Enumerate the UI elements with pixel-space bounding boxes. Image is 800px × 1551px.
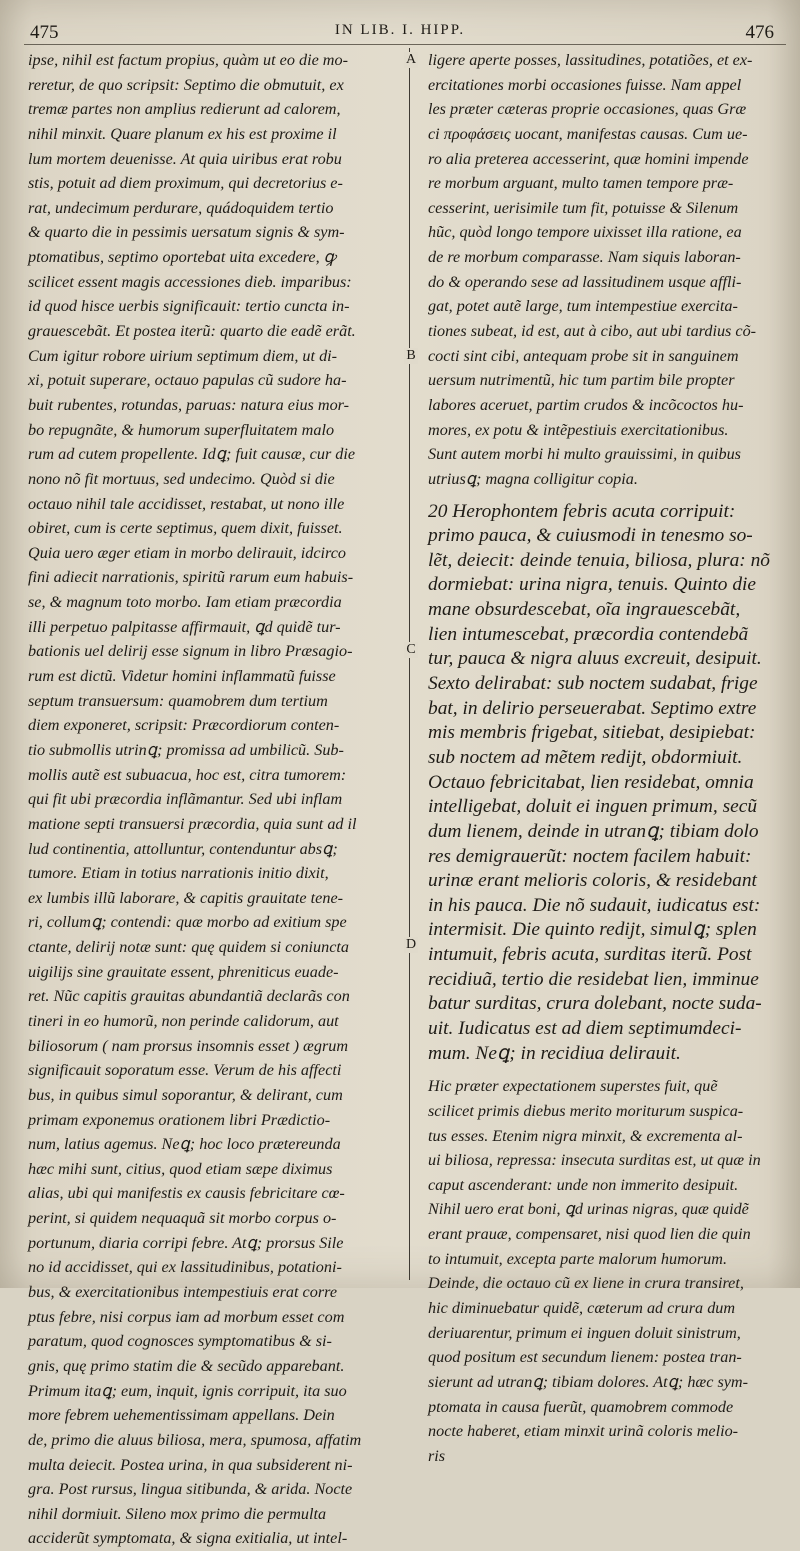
text-line: tiones subeat, id est, aut à cibo, aut ubi tardius cõ- [428,322,757,341]
text-line: to intumuit, excepta parte malorum humorum. [428,1249,727,1268]
margin-marker-b: B [404,348,418,364]
text-line: labores aceruet, partim crudos & incõcoctos hu- [428,395,744,414]
text-line: Primum itaꝗ; eum, inquit, ignis corripuit, ita suo [28,1381,347,1400]
page-number-right: 476 [745,22,774,43]
text-line: reretur, de quo scripsit: Septimo die obmutuit, ex [28,75,344,94]
text-line: acciderũt symptomata, & signa exitialia, ut intel- [28,1529,348,1548]
text-line: ui biliosa, repressa: insecuta surditas est, ut quæ in [428,1151,761,1170]
text-line: tur, pauca & nigra aluus excreuit, desipuit. [428,648,762,670]
text-line: bo repugnãte, & humorum superfluitatem malo [28,420,335,439]
text-line: rum ad cutem propellente. Idꝗ; fuit causæ, cur die [28,445,356,464]
text-line: mum. Neꝗ; in recidiua delirauit. [428,1042,681,1064]
text-line: tremæ partes non amplius redierunt ad calorem, [28,100,341,119]
text-line: ci προφάσεις uocant, manifestas causas. Cum ue- [428,124,748,143]
margin-marker-c: C [404,642,418,658]
text-line: fini adiecit narrationis, spiritũ rarum eum habuis- [28,568,354,587]
left-column [28,48,400,1551]
text-line: portunum, diaria corripi febre. Atꝗ; prorsus Sile [28,1233,344,1252]
margin-marker-d: D [405,937,417,952]
text-line: mollis autẽ est subuacua, hoc est, citra tumorem: [28,765,347,784]
text-line: septum transuersum: quamobrem dum tertium [28,691,328,710]
text-line: de, primo die aluus biliosa, mera, spumosa, affatim [28,1430,362,1449]
text-line: 20 Herophontem febris acuta corripuit: [428,500,736,522]
text-line: qui fit ubi præcordia inflãmantur. Sed ubi inflam [28,790,343,809]
text-line: diem exponeret, scripsit: Præcordiorum conten- [28,716,340,735]
text-line: re morbum arguant, multo tamen tempore præ- [428,174,734,193]
text-line: more febrem uehementissimam appellans. Dein [28,1406,335,1425]
text-line: de re morbum comparasse. Nam siquis laboran- [428,248,741,267]
text-line: ret. Nũc capitis grauitas abundantiã declarãs con [28,987,350,1006]
text-line: Sunt autem morbi hi multo grauissimi, in quibus [428,445,741,464]
text-line: quod positum est secundum lienem: postea tran- [428,1348,742,1367]
text-line: nocte haberet, etiam minxit urinã coloris melio- [428,1422,739,1441]
text-line: tumore. Etiam in totius narrationis initio dixit, [28,864,329,883]
text-line: sub noctem ad mẽtem redijt, obdormiuit. [428,746,743,768]
text-line: ercitationes morbi occasiones fuisse. Nam appel [428,75,742,94]
text-line: bus, in quibus simul soporantur, & delirant, cum [28,1085,343,1104]
text-line: perint, si quidem nequaquã sit morbo corpus o- [28,1209,337,1228]
text-line: stis, potuit ad diem proximum, qui decretorius e- [28,174,343,193]
text-line: recidiuã, tertio die residebat lien, imminue [428,968,759,990]
text-line: tio submollis utrinꝗ; promissa ad umbilicũ. Sub- [28,740,344,759]
text-line: alias, ubi qui manifestis ex causis febricitare cœ- [28,1184,345,1203]
text-line: & quarto die in pessimis uersatum signis & sym- [28,223,345,242]
text-line: sierunt ad utranꝗ; tibiam dolores. Atꝗ; hæc sym- [428,1372,749,1391]
text-line: illi perpetuo palpitasse affirmauit, ꝗd quidẽ tur- [28,617,341,636]
text-line: buit rubentes, rotundas, paruas: natura eius mor- [28,395,350,414]
text-line: ptomatibus, septimo oportebat uita excedere, ꝙ [28,248,336,267]
text-line: lum mortem deuenisse. At quia uiribus erat robu [28,149,342,168]
text-line: res demigrauerũt: noctem facilem habuit: [428,845,752,867]
text-line: dum lienem, deinde in utranꝗ; tibiam dolo [428,820,759,842]
text-line: bat, in delirio perseuerabat. Septimo extre [428,697,757,719]
text-line: mis membris frigebat, sitiebat, desipiebat: [428,722,756,744]
text-line: id quod hisce uerbis significauit: tertio cuncta in- [28,297,350,316]
text-line: gnis, quę primo statim die & secũdo apparebant. [28,1356,345,1375]
text-line: scilicet primis diebus merito moriturum suspica- [428,1101,744,1120]
text-line: biliosorum ( nam prorsus insomnis esset ) ægrum [28,1036,349,1055]
text-line: primam exponemus orationem libri Prædictio- [28,1110,331,1129]
text-line: Cum igitur robore uirium septimum diem, ut di- [28,346,338,365]
text-line: lẽt, deiecit: deinde tenuia, biliosa, plura: nõ [428,549,770,571]
paragraph-gap [428,492,784,500]
text-line: se, & magnum toto morbo. Iam etiam præcordia [28,593,342,612]
text-line: caput ascenderant: unde non immerito desipuit. [428,1175,739,1194]
text-line: nihil minxit. Quare planum ex his est proxime il [28,124,337,143]
text-line: ptus febre, nisi corpus iam ad morbum esset com [28,1307,345,1326]
text-line: erant prauæ, compensaret, nisi quod lien die quin [428,1225,751,1244]
text-line: ri, collumꝗ; contendi: quæ morbo ad exitium spe [28,913,347,932]
text-line: multa deiecit. Postea urina, in qua subsiderent ni- [28,1455,353,1474]
text-line: ligere aperte posses, lassitudines, potatiões, et ex- [428,51,753,69]
text-line: hic diminuebatur quidẽ, cæterum ad crura dum [428,1299,736,1318]
text-line: lien intumescebat, præcordia contendebã [428,623,749,645]
text-line: Octauo febricitabat, lien residebat, omnia [428,771,754,793]
text-line: grauescebãt. Et postea iterũ: quarto die eadẽ erãt. [28,322,356,341]
paragraph-gap [428,1066,784,1074]
text-line: do & operando sese ad lassitudinem usque affli- [428,272,742,291]
text-line: xi, potuit superare, octauo papulas cũ sudore ha- [28,371,347,390]
text-line: gra. Post rursus, lingua sitibunda, & arida. Nocte [28,1480,353,1499]
text-line: in his pauca. Die nõ sudauit, iudicatus est: [428,894,761,916]
running-header [14,18,786,44]
text-line: matione septi transuersi præcordia, quia sunt ad il [28,814,357,833]
text-line: uit. Iudicatus est ad diem septimumdeci- [428,1017,742,1039]
text-line: Deinde, die octauo cũ ex liene in crura transiret, [428,1274,744,1293]
text-line: dormiebat: urina nigra, tenuis. Quinto die [428,574,757,596]
text-line: obiret, cum is certe septimus, quem dixit, fuisset. [28,519,343,538]
page-number-left: 475 [30,22,59,43]
text-line: nihil dormiuit. Sileno mox primo die permulta [28,1504,327,1523]
text-line: uersum nutrimentũ, hic tum partim bile propter [428,371,735,390]
text-line: uigilijs sine grauitate essent, phreniticus euade- [28,962,339,981]
text-line: intermisit. Die quinto redijt, simulꝗ; splen [428,919,757,941]
text-line: hũc, quòd longo tempore uixisset illa ratione, ea [428,223,742,242]
text-line: ro alia preterea accesserint, quæ homini impende [428,149,749,168]
margin-marker-a: A [405,52,417,67]
text-line: Sexto delirabat: sub noctem sudabat, frige [428,673,758,695]
text-line: bus, & exercitationibus intempestiuis erat corre [28,1283,338,1302]
text-line: scilicet essent magis accessiones dieb. imparibus: [28,272,352,291]
text-line: octauo nihil tale accidisset, restabat, ut nono ille [28,494,345,513]
text-line: ipse, nihil est factum propius, quàm ut eo die mo- [28,51,348,69]
text-line: significauit soporatum esse. Verum de his affecti [28,1061,342,1080]
text-line: intumuit, febris acuta, surditas iterũ. Post [428,944,752,966]
text-line: batur surditas, crura dolebant, nocte suda- [428,993,762,1015]
right-column [428,48,784,1469]
text-line: les præter cæteras proprie occasiones, quas Græ [428,100,747,119]
text-line: bationis uel delirij esse signum in libro Præsagio- [28,642,353,661]
text-line: nono nõ fit mortuus, sed undecimo. Quòd si die [28,469,335,488]
text-line: cesserint, uerisimile tum fit, potuisse & Silenum [428,198,739,217]
text-line: num, latius agemus. Neꝗ; hoc loco prætereunda [28,1135,341,1154]
text-line: ctante, delirij notæ sunt: quę quidem si coniuncta [28,938,350,957]
text-line: gat, potet autẽ large, tum intempestiue exercita- [428,297,738,316]
column-divider [409,48,410,1280]
text-line: ex lumbis illũ laborare, & capitis grauitate tene- [28,888,344,907]
text-line: cocti sint cibi, antequam probe sit in sanguinem [428,346,739,365]
text-line: tus esses. Etenim nigra minxit, & excrementa al- [428,1126,743,1145]
text-line: paratum, quod cognosces symptomatibus & si- [28,1332,332,1351]
text-line: rat, undecimum perdurare, quádoquidem tertio [28,198,334,217]
text-line: urinæ erant melioris coloris, & residebant [428,870,757,892]
text-line: no id accidisset, qui ex lassitudinibus, potationi- [28,1258,342,1277]
text-line: Quia uero æger etiam in morbo delirauit, idcirco [28,543,347,562]
text-line: intelligebat, doluit ei inguen primum, secũ [428,796,758,818]
text-line: rum est dictũ. Videtur homini inflammatũ fuisse [28,667,336,686]
header-rule [24,44,786,45]
text-line: Hic præter expectationem superstes fuit, quẽ [428,1077,718,1096]
text-line: hæc mihi sunt, citius, quod etiam sæpe diximus [28,1159,333,1178]
text-line: mores, ex potu & intẽpestiuis exercitationibus. [428,420,729,439]
text-line: tineri in eo humorũ, non perinde calidorum, aut [28,1011,339,1030]
text-line: Nihil uero erat boni, ꝗd urinas nigras, quæ quidẽ [428,1200,749,1219]
text-line: deriuarentur, primum ei inguen doluit sinistrum, [428,1323,741,1342]
text-line: primo pauca, & cuiusmodi in tenesmo so- [428,525,753,547]
text-line: utriusꝗ; magna colligitur copia. [428,469,638,488]
running-title: IN LIB. I. HIPP. [334,22,466,38]
text-line: mane obsurdescebat, oĩa ingrauescebãt, [428,599,741,621]
text-line: ptomata in causa fuerũt, quamobrem commode [428,1397,734,1416]
text-line: ris [428,1446,446,1465]
text-line: lud continentia, attolluntur, contenduntur absꝗ; [28,839,338,858]
